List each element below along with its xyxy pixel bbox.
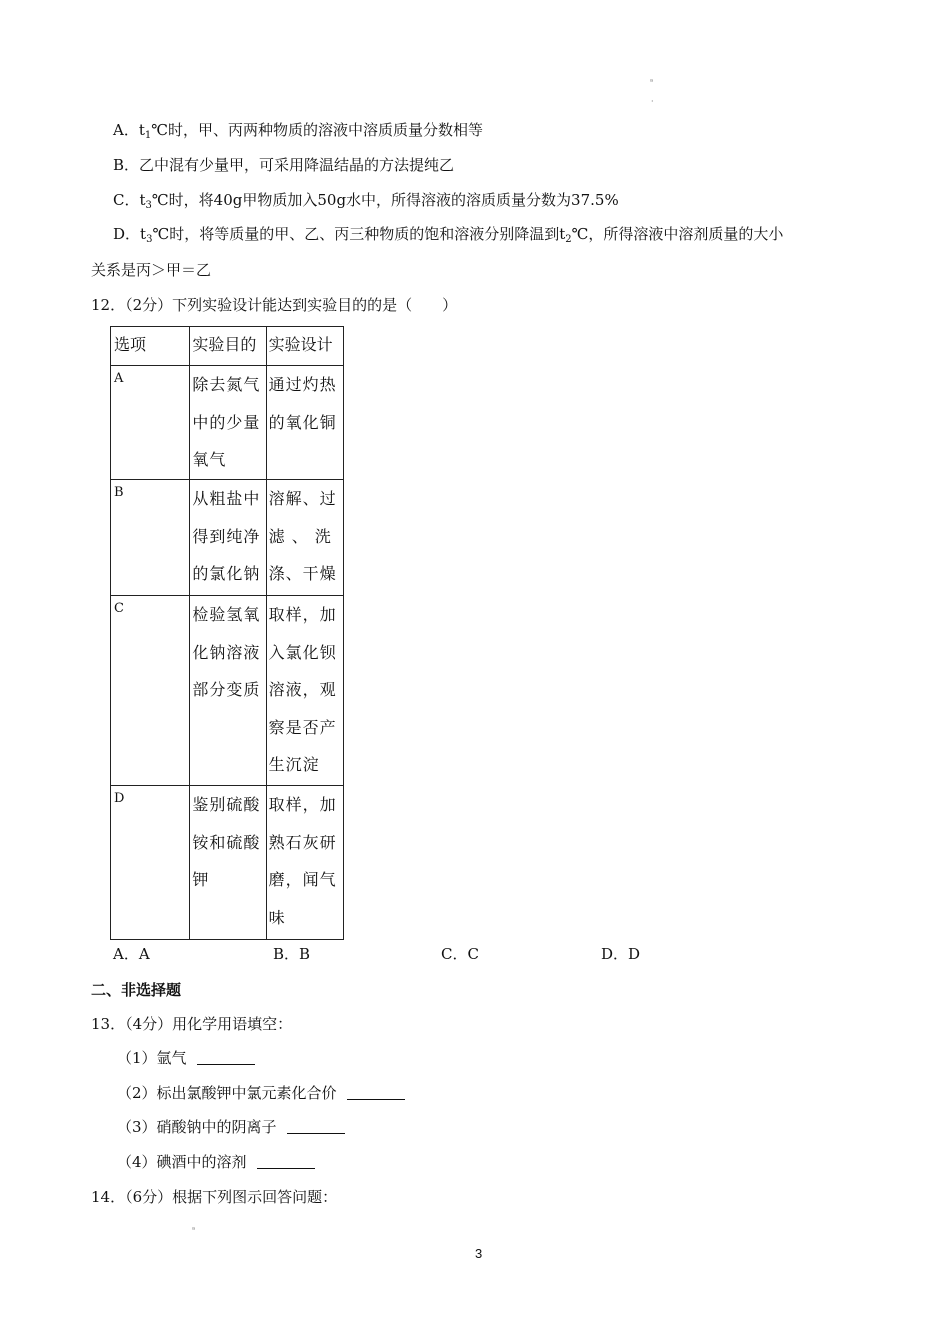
cell-line: 溶液，观 — [268, 680, 337, 699]
table-row — [111, 366, 344, 480]
q11-d-sub2: 2 — [565, 234, 572, 245]
q11-a-text: ℃时，甲、丙两种物质的溶液中溶质质量分数相等 — [151, 121, 484, 139]
q11-c-text: ℃时，将40g甲物质加入50g水中，所得溶液的溶质质量分数为37.5% — [151, 191, 619, 209]
q12-choice-a: A．A — [113, 945, 150, 963]
q12-table — [110, 326, 344, 940]
cell-line: 涤、干燥 — [268, 564, 337, 583]
cell-line: 氧气 — [192, 450, 227, 469]
row-b-option: B — [111, 480, 190, 596]
cell-line: 化钠溶液 — [192, 642, 261, 662]
q12-choice-c: C．C — [441, 945, 479, 963]
q13-item-1 — [117, 1048, 255, 1068]
cell-line: 通过灼热 — [268, 375, 337, 394]
row-c-design — [266, 596, 343, 786]
q11-d-prefix: D．t — [113, 225, 147, 243]
cell-line: 部分变质 — [192, 680, 261, 699]
cell-line: 中的少量 — [192, 412, 261, 432]
cell-line: 取样，加 — [268, 605, 337, 624]
q11-a-prefix: A．t — [113, 121, 145, 139]
answer-blank[interactable] — [287, 1119, 345, 1134]
q12-stem: 12．（2分）下列实验设计能达到实验目的的是（ ） — [91, 296, 458, 314]
cell-line: 味 — [268, 907, 286, 927]
cell-line: 生沉淀 — [268, 755, 320, 774]
q13-item-text: （4）碘酒中的溶剂 — [117, 1153, 247, 1171]
q11-c-sub: 3 — [145, 200, 152, 211]
cell-line: 熟石灰研 — [268, 832, 337, 852]
row-d-design — [266, 786, 343, 940]
header-design: 实验设计 — [266, 327, 343, 366]
table-header-row — [111, 327, 344, 366]
section-title: 二、非选择题 — [91, 981, 182, 999]
cell-line: 除去氮气 — [192, 375, 261, 394]
cell-line: 溶解、过 — [268, 489, 337, 508]
answer-blank[interactable] — [257, 1154, 315, 1169]
table-row — [111, 596, 344, 786]
q11-d-text: ℃，所得溶液中溶剂质量的大小 — [571, 225, 784, 243]
cell-line: 取样，加 — [268, 795, 337, 814]
header-purpose: 实验目的 — [190, 327, 266, 366]
row-a-purpose — [190, 366, 266, 480]
q13-item-3 — [117, 1117, 345, 1137]
top-mark-2: · — [651, 97, 654, 106]
q11-d-mid: ℃时，将等质量的甲、乙、丙三种物质的饱和溶液分别降温到t — [152, 225, 566, 243]
row-b-purpose — [190, 480, 266, 596]
cell-line: 检验氢氧 — [192, 605, 261, 624]
q11-option-b: B．乙中混有少量甲，可采用降温结晶的方法提纯乙 — [113, 156, 455, 174]
cell-line: 察是否产 — [268, 717, 337, 737]
row-c-purpose — [190, 596, 266, 786]
table-row — [111, 480, 344, 596]
cell-line: 入氯化钡 — [268, 642, 337, 662]
answer-blank[interactable] — [197, 1050, 255, 1065]
q12-choice-b: B．B — [273, 945, 311, 963]
cell-line: 从粗盐中 — [192, 489, 261, 508]
page-number: 3 — [475, 1246, 483, 1261]
cell-line: 钾 — [192, 870, 210, 889]
bottom-mark: ᵃ — [192, 1225, 196, 1234]
cell-line: 的氧化铜 — [268, 412, 337, 432]
q11-option-c — [113, 190, 619, 210]
row-a-design — [266, 366, 343, 480]
cell-line: 滤 、 洗 — [268, 526, 332, 546]
q11-option-d-line2: 关系是丙＞甲＝乙 — [91, 261, 212, 279]
table-row — [111, 786, 344, 940]
row-c-option: C — [111, 596, 190, 786]
q12-choice-d: D．D — [601, 945, 641, 963]
row-d-option: D — [111, 786, 190, 940]
top-mark-1: ᵃ — [650, 77, 654, 86]
q13-item-4 — [117, 1152, 315, 1172]
cell-line: 的氯化钠 — [192, 564, 261, 583]
row-b-design — [266, 480, 343, 596]
cell-line: 鉴别硫酸 — [192, 795, 261, 814]
row-a-option: A — [111, 366, 190, 480]
q11-c-prefix: C．t — [113, 191, 146, 209]
q13-item-text: （2）标出氯酸钾中氯元素化合价 — [117, 1084, 337, 1102]
q11-option-d — [113, 224, 783, 244]
q11-option-a — [113, 120, 483, 140]
q13-item-2 — [117, 1083, 405, 1103]
row-d-purpose — [190, 786, 266, 940]
q14-stem: 14．（6分）根据下列图示回答问题： — [91, 1188, 338, 1206]
cell-line: 磨，闻气 — [268, 870, 337, 889]
q11-a-sub: 1 — [144, 130, 152, 141]
q11-d-sub: 3 — [146, 234, 153, 245]
answer-blank[interactable] — [347, 1085, 405, 1100]
cell-line: 得到纯净 — [192, 526, 261, 546]
q13-item-text: （1）氩气 — [117, 1049, 187, 1067]
cell-line: 铵和硫酸 — [192, 832, 261, 852]
q13-stem: 13．（4分）用化学用语填空： — [91, 1015, 293, 1033]
header-option: 选项 — [111, 327, 190, 366]
q13-item-text: （3）硝酸钠中的阴离子 — [117, 1118, 277, 1136]
